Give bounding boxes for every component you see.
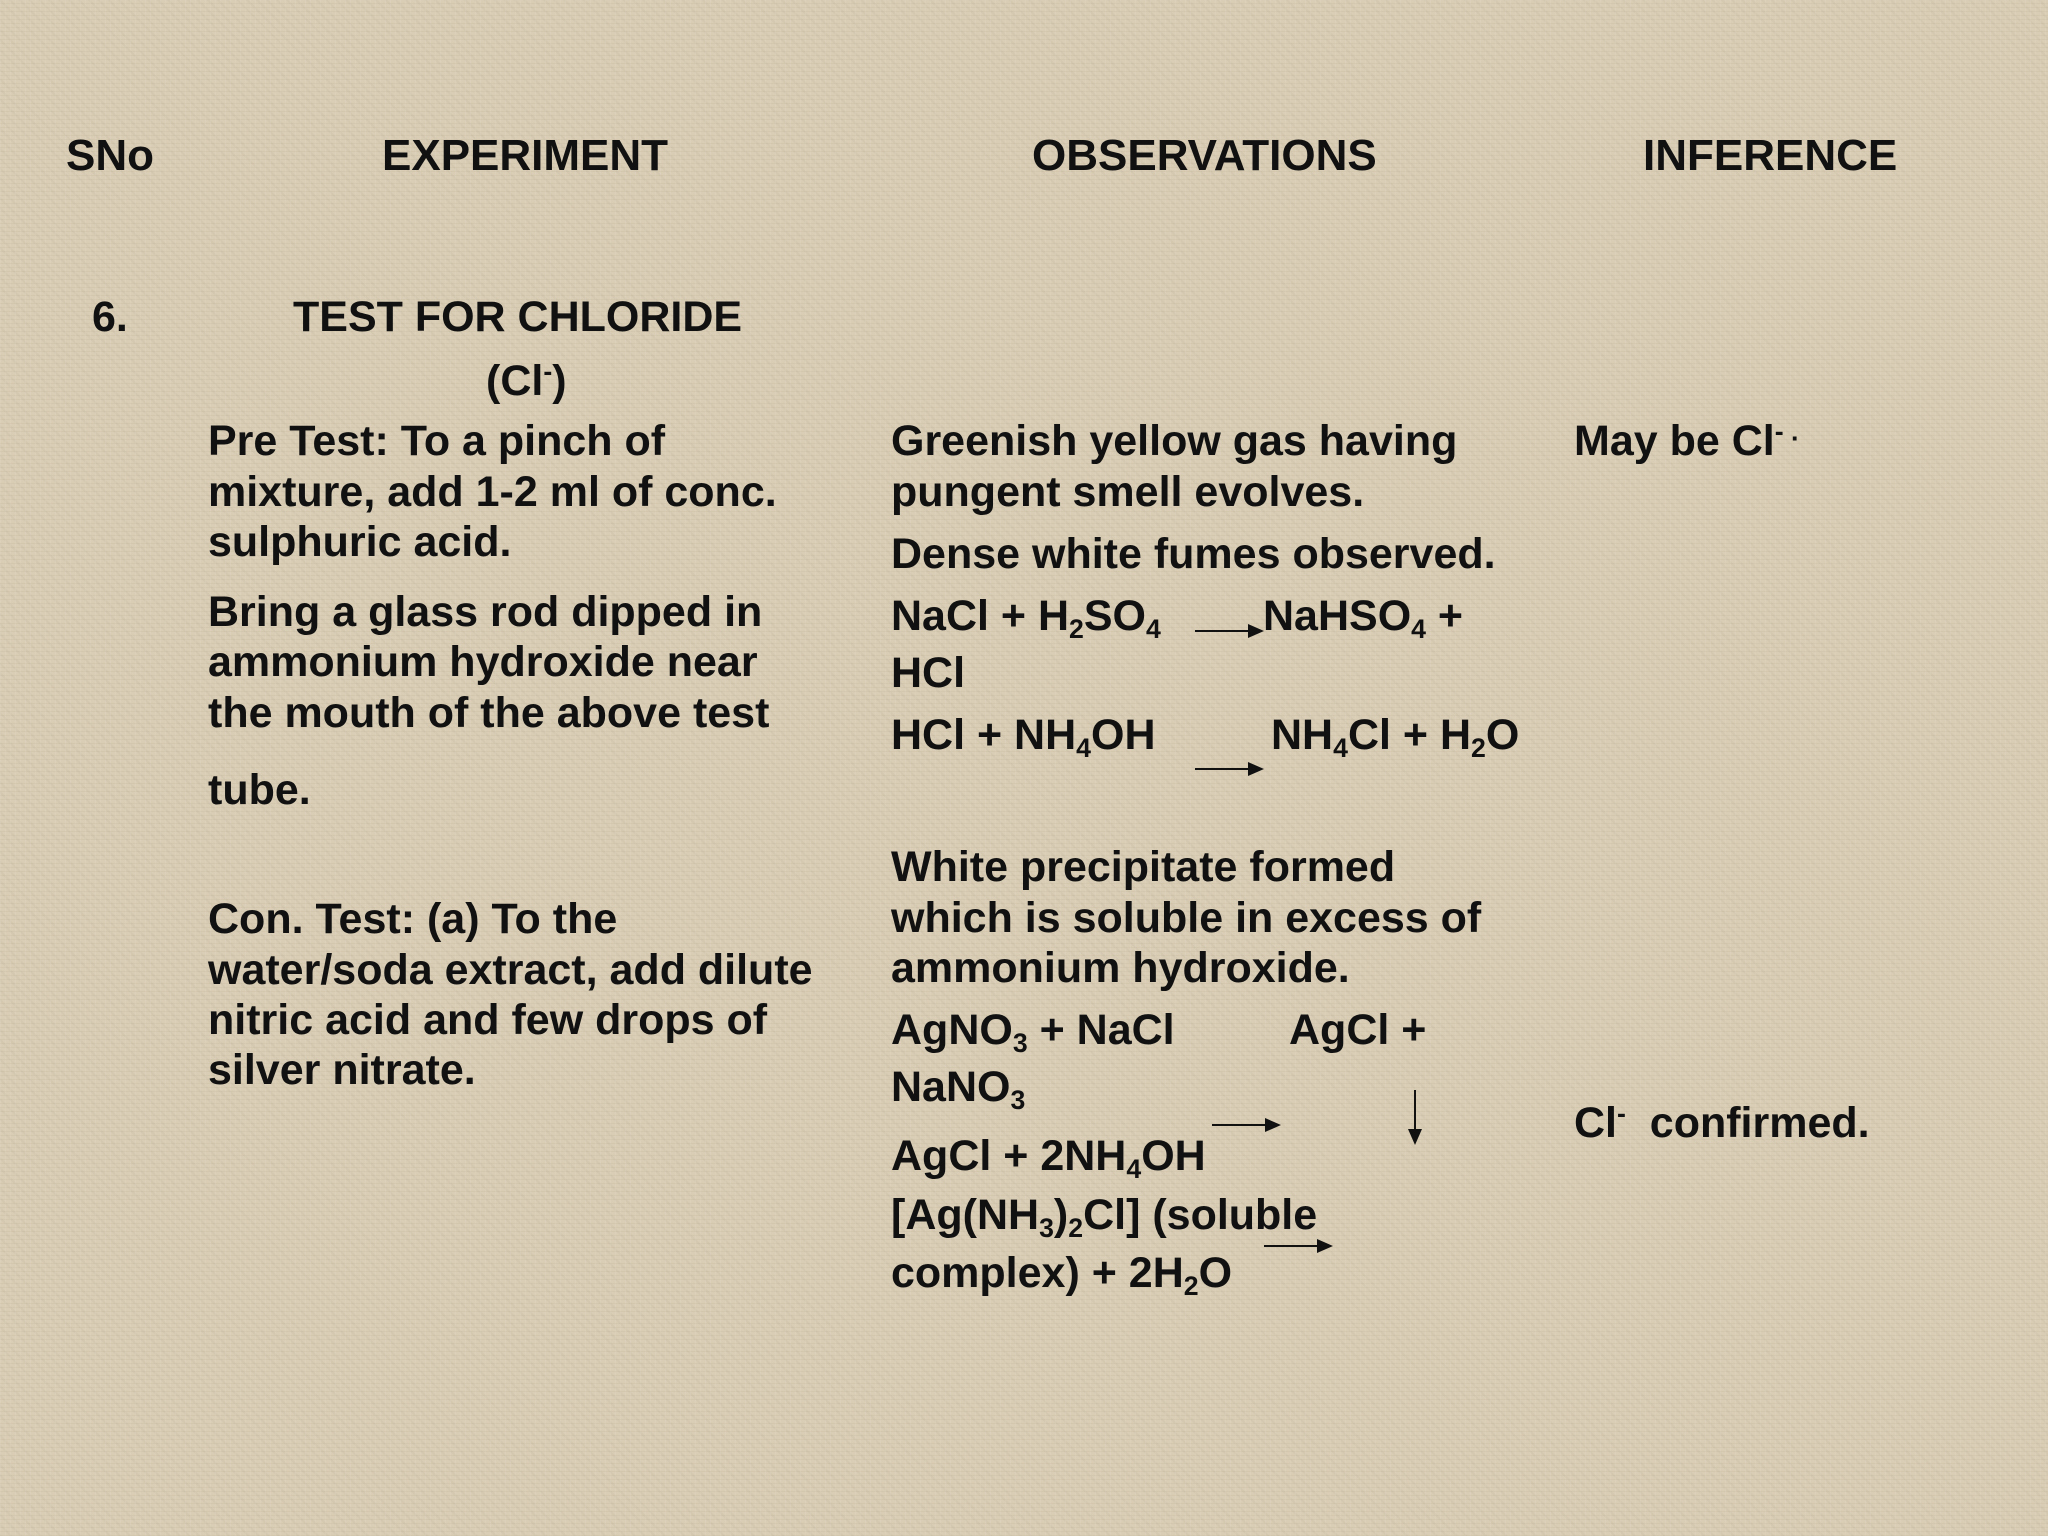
eq4-reactants: AgCl + $2NH_4OH$ xyxy=(891,1132,1206,1184)
obs3-line-3: ammonium hydroxide. xyxy=(891,944,1350,992)
eq3-reactants: AgNO$_3$ + NaCl xyxy=(891,1006,1175,1058)
row-number: 6. xyxy=(92,293,128,341)
pre-test2-line-2: ammonium hydroxide near xyxy=(208,638,758,686)
pre-test-line-3: sulphuric acid. xyxy=(208,518,512,566)
eq4-products: $[Ag(NH_3)_2Cl]$ (soluble xyxy=(891,1191,1318,1243)
precipitate-arrow-icon xyxy=(1414,1090,1416,1142)
reaction-arrow xyxy=(1212,1124,1278,1126)
pre-test-line-2: mixture, add 1-2 ml of conc. xyxy=(208,468,777,516)
con-test-line-2: water/soda extract, add dilute xyxy=(208,946,813,994)
obs3-line-1: White precipitate formed xyxy=(891,843,1396,891)
con-test-line-4: silver nitrate. xyxy=(208,1046,476,1094)
eq3-products: AgCl + xyxy=(1289,1006,1427,1054)
reaction-arrow xyxy=(1195,630,1261,632)
test-title: TEST FOR CHLORIDE xyxy=(293,293,743,341)
test-ion: (Cl-) xyxy=(486,356,567,405)
pre-test-line-1: Pre Test: To a pinch of xyxy=(208,417,666,465)
eq4-products-cont: complex) + $2H_2O$ xyxy=(891,1249,1233,1301)
eq2-products: $NH_4Cl + H_2O$ xyxy=(1271,711,1520,763)
obs1-line-1: Greenish yellow gas having xyxy=(891,417,1458,465)
eq1-products: NaHSO$_4$ + xyxy=(1263,592,1464,644)
reaction-arrow xyxy=(1195,768,1261,770)
inference-may-be: May be Cl- . xyxy=(1574,416,1799,465)
header-observations: OBSERVATIONS xyxy=(1032,131,1377,180)
obs2: Dense white fumes observed. xyxy=(891,530,1496,578)
reaction-arrow xyxy=(1264,1245,1330,1247)
header-sno: SNo xyxy=(66,131,154,180)
eq1-reactants: NaCl + $H_2SO_4$ xyxy=(891,592,1161,644)
pre-test2-line-4: tube. xyxy=(208,766,311,814)
eq3-products-cont: NaNO$_3$ xyxy=(891,1063,1026,1115)
pre-test2-line-3: the mouth of the above test xyxy=(208,689,770,737)
obs1-line-2: pungent smell evolves. xyxy=(891,468,1365,516)
eq2-reactants: HCl + $NH_4OH$ xyxy=(891,711,1156,763)
header-experiment: EXPERIMENT xyxy=(382,131,669,180)
obs3-line-2: which is soluble in excess of xyxy=(891,894,1482,942)
con-test-line-1: Con. Test: (a) To the xyxy=(208,895,618,943)
inference-confirmed: Cl- confirmed. xyxy=(1574,1098,1870,1147)
con-test-line-3: nitric acid and few drops of xyxy=(208,996,768,1044)
pre-test2-line-1: Bring a glass rod dipped in xyxy=(208,588,763,636)
eq1-products-cont: HCl xyxy=(891,649,966,697)
header-inference: INFERENCE xyxy=(1643,131,1898,180)
